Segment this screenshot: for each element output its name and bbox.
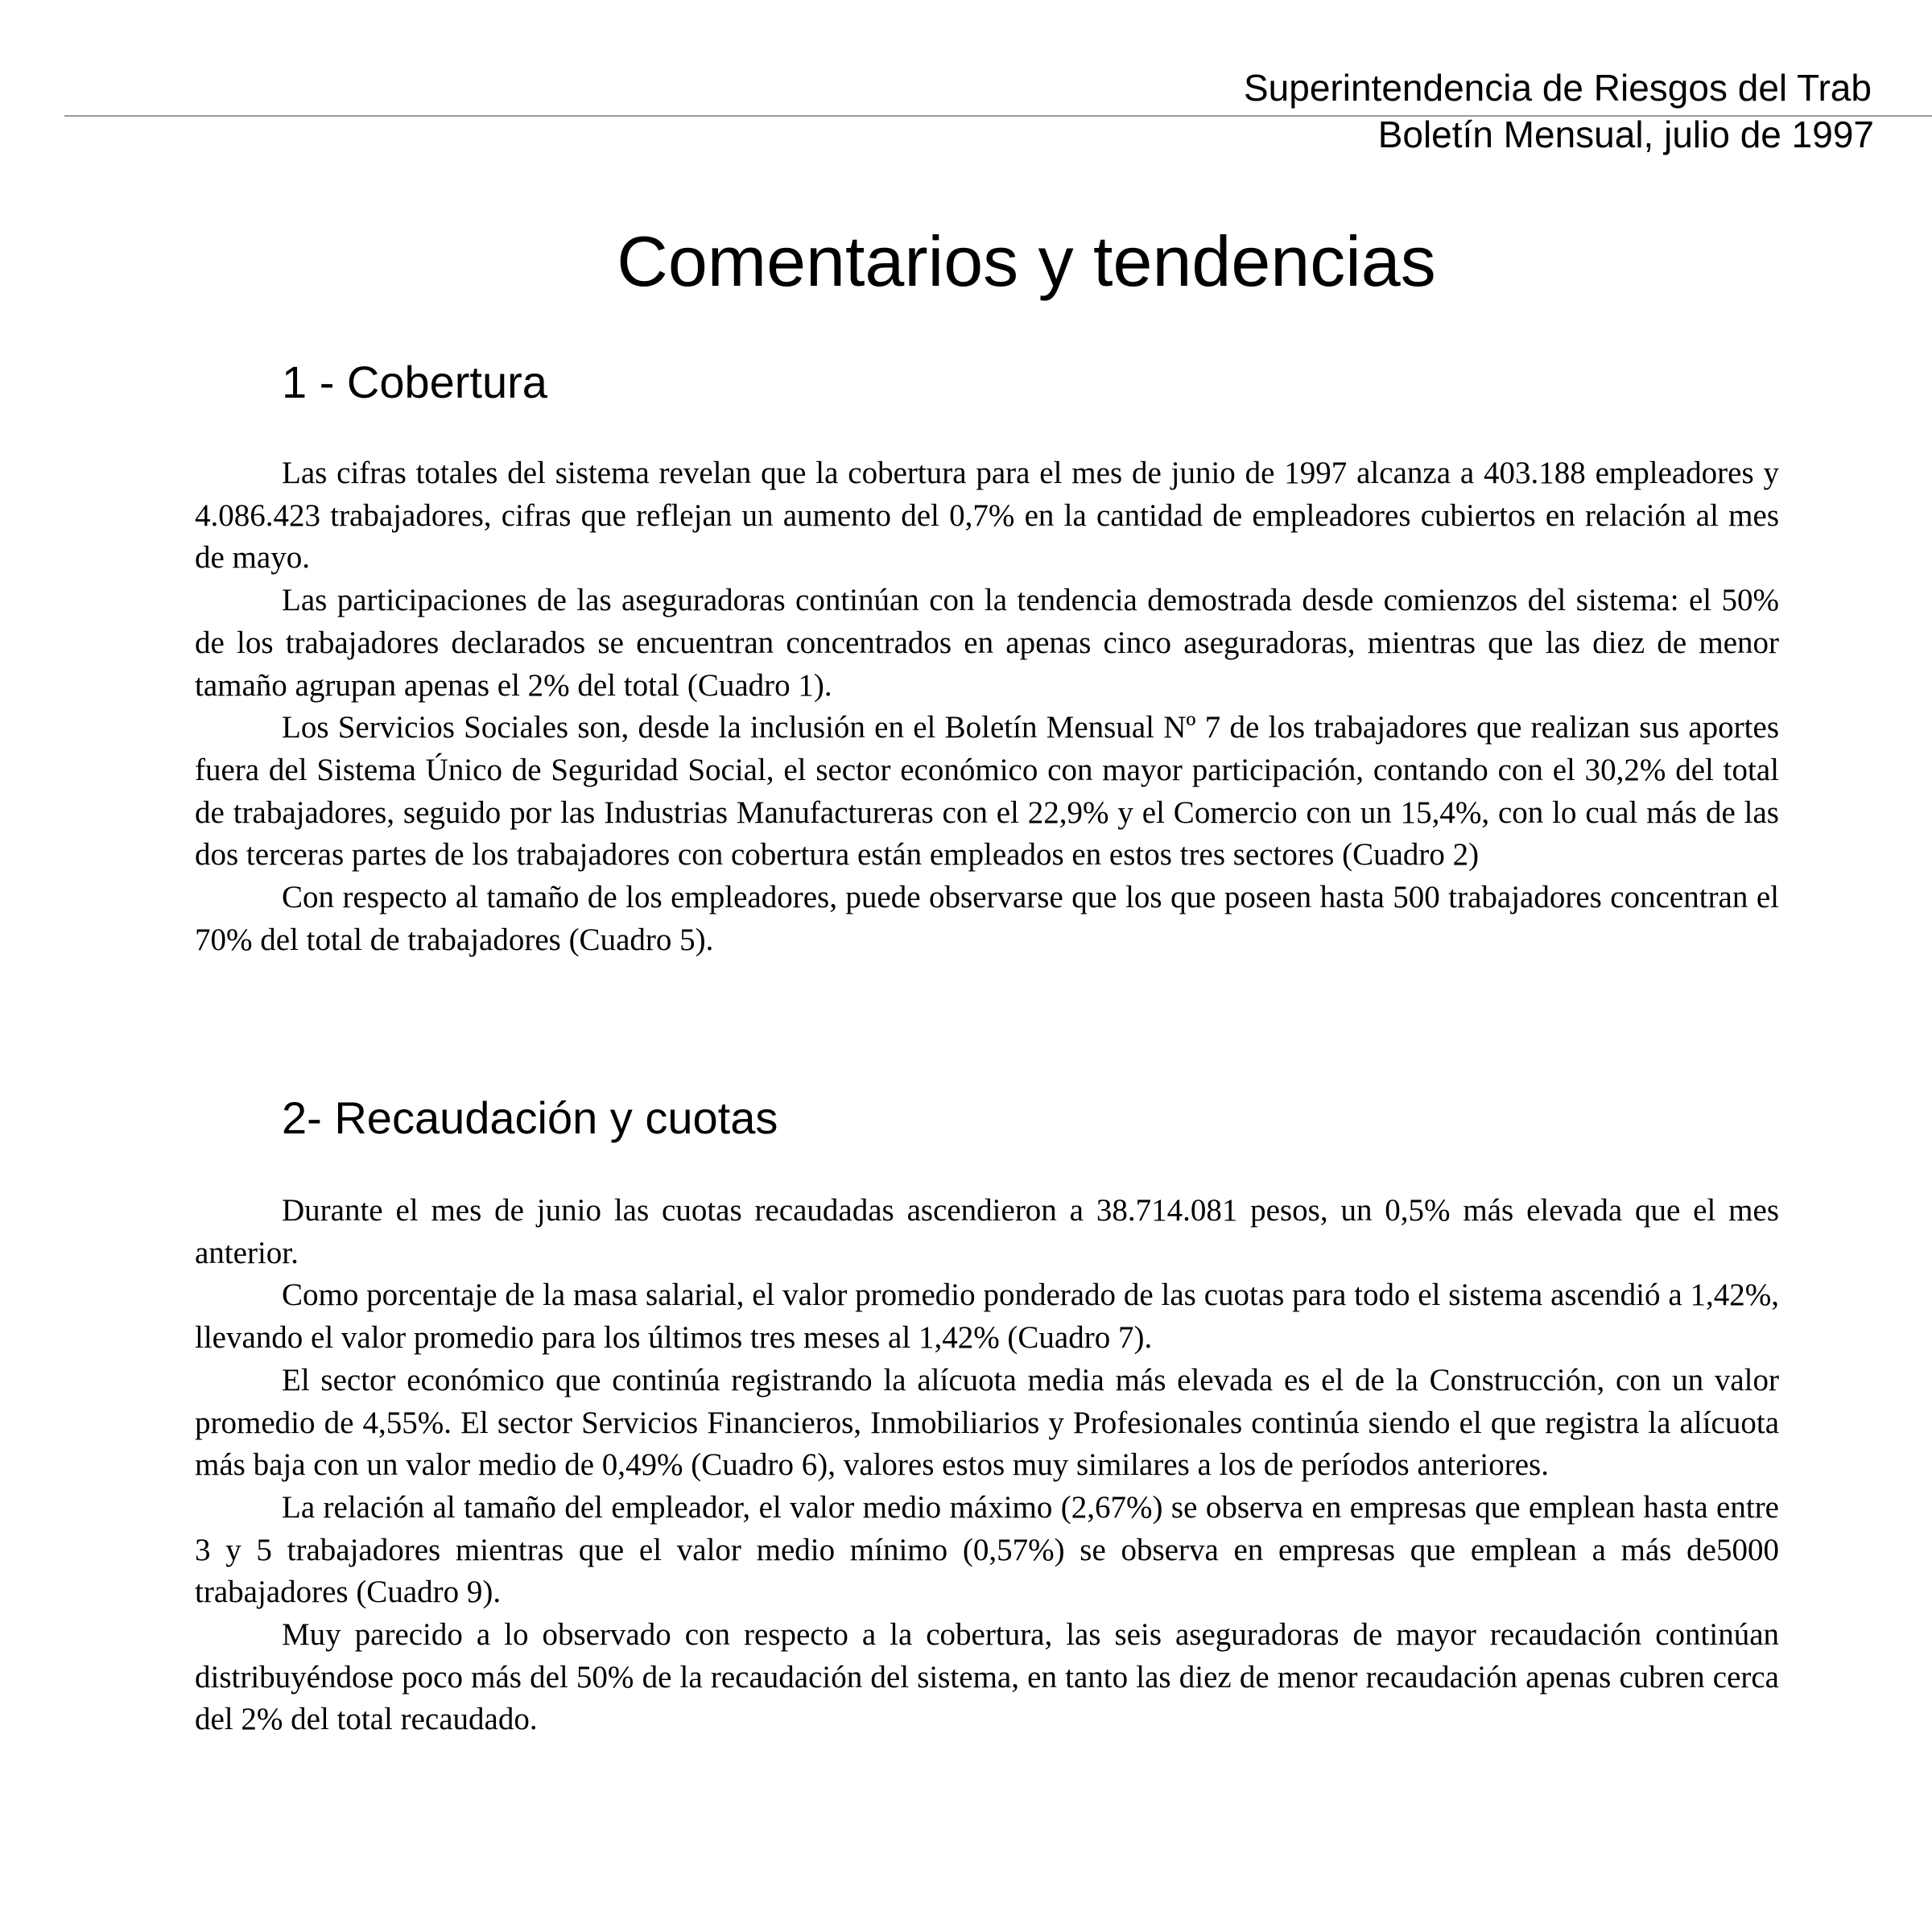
section-heading-recaudacion: 2- Recaudación y cuotas: [282, 1092, 778, 1143]
header-issue: Boletín Mensual, julio de 1997: [1377, 114, 1874, 155]
page-header: [0, 0, 1932, 155]
paragraph: Los Servicios Sociales son, desde la inclusión en el Boletín Mensual Nº 7 de los trabajadores que realizan sus aportes fuera del Sistema Único de Seguridad Social, el sector económico con mayor participación, contando con el 30,2% del total de trabajadores, seguido por las Industrias Manufactureras con el 22,9% y el Comercio con un 15,4%, con lo cual más de las dos terceras partes de los trabajadores con cobertura están empleados en estos tres sectores (Cuadro 2): [195, 710, 1779, 873]
section-body-cobertura: [195, 452, 1779, 961]
paragraph: Durante el mes de junio las cuotas recaudadas ascendieron a 38.714.081 pesos, un 0,5% más elevada que el mes anterior.: [195, 1193, 1779, 1270]
paragraph: Las participaciones de las aseguradoras continúan con la tendencia demostrada desde comienzos del sistema: el 50% de los trabajadores declarados se encuentran concentrados en apenas cinco aseguradoras, mientras que las diez de menor tamaño agrupan apenas el 2% del total (Cuadro 1).: [195, 583, 1779, 703]
section-heading-cobertura: 1 - Cobertura: [282, 357, 547, 407]
page-title: Comentarios y tendencias: [617, 221, 1436, 301]
paragraph: Como porcentaje de la masa salarial, el valor promedio ponderado de las cuotas para todo el sistema ascendió a 1,42%, llevando el valor promedio para los últimos tres meses al 1,42% (Cuadro 7).: [195, 1278, 1779, 1356]
paragraph: Muy parecido a lo observado con respecto a la cobertura, las seis aseguradoras de mayor recaudación continúan distribuyéndose poco más del 50% de la recaudación del sistema, en tanto las diez de menor recaudación apenas cubren cerca del 2% del total recaudado.: [195, 1617, 1779, 1737]
section-body-recaudacion: [195, 1190, 1779, 1741]
paragraph: El sector económico que continúa registrando la alícuota media más elevada es el de la Construcción, con un valor promedio de 4,55%. El sector Servicios Financieros, Inmobiliarios y Profesionales continúa siendo el que registra la alícuota más baja con un valor medio de 0,49% (Cuadro 6), valores estos muy similares a los de períodos anteriores.: [195, 1362, 1779, 1483]
paragraph: La relación al tamaño del empleador, el valor medio máximo (2,67%) se observa en empresas que emplean hasta entre 3 y 5 trabajadores mientras que el valor medio mínimo (0,57%) se observa en empresas que emplean a más de5000 trabajadores (Cuadro 9).: [195, 1489, 1779, 1610]
header-organization: Superintendencia de Riesgos del Trab: [1244, 67, 1872, 109]
paragraph: Las cifras totales del sistema revelan que la cobertura para el mes de junio de 1997 alcanza a 403.188 empleadores y 4.086.423 trabajadores, cifras que reflejan un aumento del 0,7% en la cantidad de empleadores cubiertos en relación al mes de mayo.: [195, 456, 1779, 576]
paragraph: Con respecto al tamaño de los empleadores, puede observarse que los que poseen hasta 500 trabajadores concentran el 70% del total de trabajadores (Cuadro 5).: [195, 880, 1779, 957]
